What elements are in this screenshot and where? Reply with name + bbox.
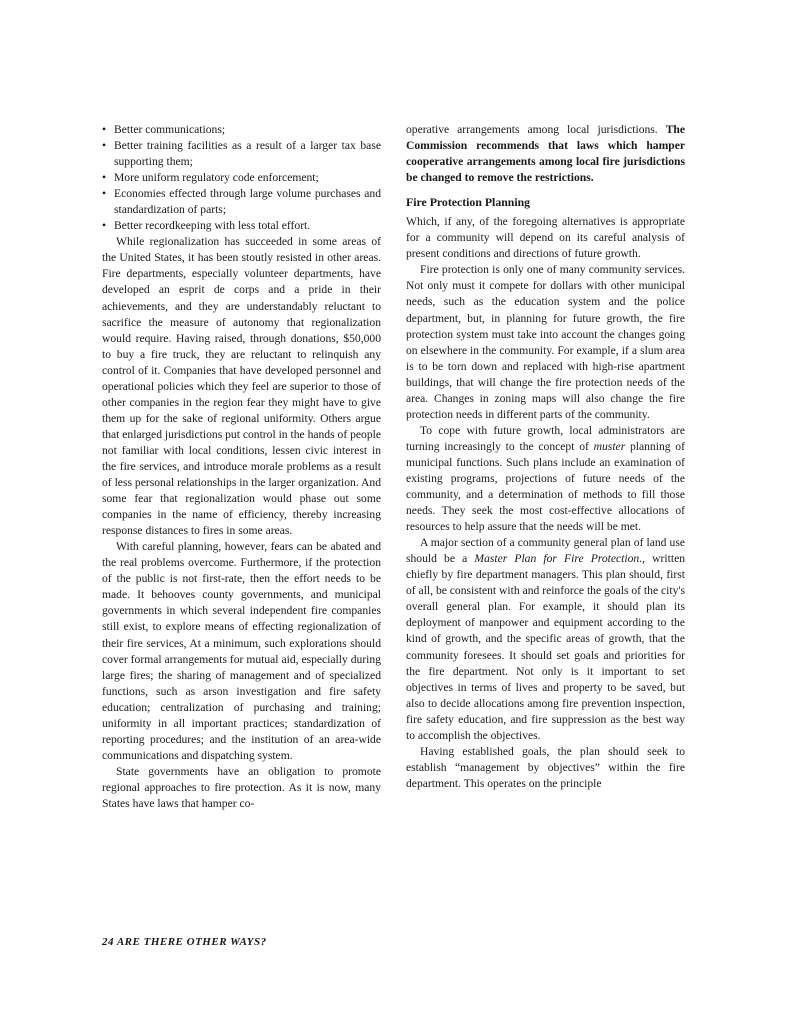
running-title: ARE THERE OTHER WAYS? bbox=[116, 936, 267, 948]
list-item: • More uniform regulatory code enforcement; bbox=[102, 170, 381, 186]
text-segment: To cope with future growth, local administrators are turning increasingly to the concept of bbox=[406, 423, 685, 453]
page-footer bbox=[102, 936, 267, 948]
paragraph-careful-planning: With careful planning, however, fears can be abated and the real problems overcome. Furthermore, if the protection of the public is not first-rate, then the effort needs to be made. It behooves county governments, and municipal governments in which several independent fire companies still exist, to explore means of effecting regionalization of their fire services, At a minimum, such explorations should cover formal arrangements for mutual aid, especially during large fires; the sharing of management and of specialized functions, such as arson investigation and fire safety education; centralization of purchasing and training; uniformity in all important practices; standardization of reporting procedures; and the institution of an area-wide communications and dispatching system. bbox=[102, 540, 381, 762]
paragraph-regionalization-resistance: While regionalization has succeeded in some areas of the United States, it has been stoutly resisted in other areas. Fire departments, especially volunteer departments, have developed an esprit de corps and a pride in their achievements, and they are understandably reluctant to sacrifice the measure of autonomy that regionalization would require. Having raised, through donations, $50,000 to buy a fire truck, they are reluctant to relinquish any control of it. Companies that have developed personnel and operational policies which they feel are superior to those of other companies in the region fear they might have to give them up for the sake of regional uniformity. Others argue that enlarged jurisdictions put control in the hands of people not familiar with local conditions, lessen civic interest in the fire services, and introduce morale problems as a result of less personal relationships in the larger organization. And some fear that regionalization would phase out some companies in the name of efficiency, thereby increasing response distances to fires in some areas. bbox=[102, 235, 381, 538]
paragraph-community-services: Fire protection is only one of many community services. Not only must it compete for dollars with other municipal needs, such as the education system and the police department, but, in planning for future growth, the fire protection system must take into account the changes going on elsewhere in the community. For example, if a slum area is to be torn down and replaced with high-rise apartment buildings, that will change the fire protection needs of the area. Changes in zoning maps will also change the fire protection needs in different parts of the community. bbox=[406, 263, 685, 421]
paragraph-state-governments: State governments have an obligation to promote regional approaches to fire protection. As it is now, many States have laws that hamper co- bbox=[102, 764, 381, 810]
paragraph-master-planning bbox=[406, 423, 685, 535]
right-column bbox=[406, 122, 685, 792]
list-item: • Better recordkeeping with less total effort. bbox=[102, 218, 381, 234]
text-segment: A major section of a community general plan of land use should be a bbox=[406, 536, 685, 566]
list-item: • Better communications; bbox=[102, 122, 381, 138]
paragraph-management-by-objectives: Having established goals, the plan should seek to establish “management by objectives” within the fire department. This operates on the principle bbox=[406, 744, 685, 790]
page-number: 24 bbox=[102, 936, 114, 948]
list-item: • Better training facilities as a result of a larger tax base supporting them; bbox=[102, 138, 381, 170]
paragraph-intro: Which, if any, of the foregoing alternatives is appropriate for a community will depend on its careful analysis of present conditions and directions of future growth. bbox=[406, 215, 685, 261]
paragraph-general-plan bbox=[406, 535, 685, 744]
left-column bbox=[102, 122, 381, 812]
list-item: • Economies effected through large volume purchases and standardization of parts; bbox=[102, 186, 381, 218]
advantages-list bbox=[102, 122, 381, 234]
text-segment: planning of municipal functions. Such plans include an examination of existing programs, projections of future needs of the community, and a determination of methods to fill those needs. They seek the most cost-effective allocations of resources to help assure that the needs will be met. bbox=[406, 439, 685, 534]
commission-recommendation: The Commission recommends that laws which hamper cooperative arrangements among local fire jurisdictions be changed to remove the restrictions. bbox=[406, 123, 686, 185]
emphasis-text: muster bbox=[593, 439, 626, 453]
section-heading: Fire Protection Planning bbox=[406, 195, 531, 210]
emphasis-text: Master Plan for Fire Protection., bbox=[474, 552, 646, 566]
continuation-text: operative arrangements among local jurisdictions. bbox=[406, 123, 658, 136]
paragraph-continuation bbox=[406, 122, 685, 186]
text-segment: written chiefly by fire department managers. This plan should, first of all, be consistent with and reinforce the goals of the city's overall general plan. For example, it should plan its deployment of manpower and equipment according to the kind of growth, and the specific areas of growth, that the community foresees. It should set goals and priorities for the fire department. Not only is it important to set objectives in terms of lives and property to be saved, but also to decide allocations among fire prevention inspection, fire safety education, and fire suppression as the best way to accomplish the objectives. bbox=[406, 552, 686, 742]
